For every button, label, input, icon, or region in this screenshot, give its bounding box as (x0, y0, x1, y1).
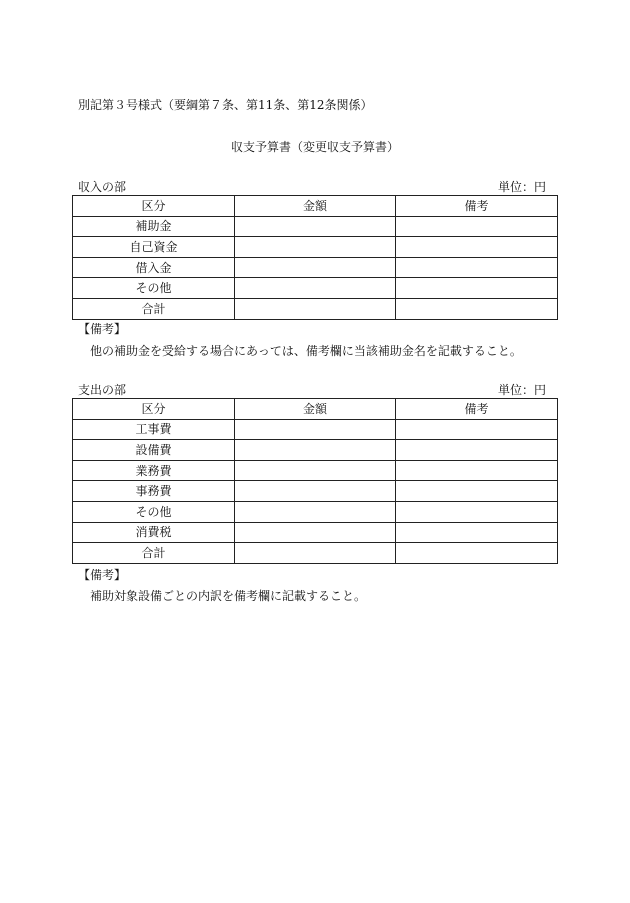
amount-cell[interactable] (235, 440, 396, 461)
remarks-cell[interactable] (396, 298, 558, 319)
row-category: 合計 (73, 543, 235, 564)
remarks-cell[interactable] (396, 278, 558, 299)
column-header-remarks: 備考 (396, 196, 558, 217)
expense-section-label: 支出の部 (78, 383, 127, 397)
row-category: その他 (73, 278, 235, 299)
table-header-row (73, 399, 558, 420)
remarks-cell[interactable] (396, 481, 558, 502)
table-row (73, 501, 558, 522)
amount-cell[interactable] (235, 216, 396, 237)
expense-table (72, 398, 558, 564)
amount-cell[interactable] (235, 481, 396, 502)
remarks-cell[interactable] (396, 522, 558, 543)
table-row (73, 440, 558, 461)
document-title: 収支予算書（変更収支予算書） (230, 140, 399, 154)
table-row (73, 278, 558, 299)
amount-cell[interactable] (235, 278, 396, 299)
expense-unit-label: 単位：円 (497, 383, 546, 397)
expense-note-text: 補助対象設備ごとの内訳を備考欄に記載すること。 (90, 589, 367, 603)
amount-cell[interactable] (235, 460, 396, 481)
row-category: その他 (73, 501, 235, 522)
remarks-cell[interactable] (396, 419, 558, 440)
table-row (73, 216, 558, 237)
table-row (73, 522, 558, 543)
column-header-remarks: 備考 (396, 399, 558, 420)
remarks-cell[interactable] (396, 237, 558, 258)
table-row (73, 481, 558, 502)
expense-note-heading: 【備考】 (78, 568, 127, 582)
column-header-amount: 金額 (235, 399, 396, 420)
remarks-cell[interactable] (396, 543, 558, 564)
table-row (73, 460, 558, 481)
amount-cell[interactable] (235, 298, 396, 319)
table-row-total (73, 298, 558, 319)
amount-cell[interactable] (235, 501, 396, 522)
row-category: 自己資金 (73, 237, 235, 258)
row-category: 借入金 (73, 257, 235, 278)
remarks-cell[interactable] (396, 460, 558, 481)
remarks-cell[interactable] (396, 257, 558, 278)
amount-cell[interactable] (235, 419, 396, 440)
amount-cell[interactable] (235, 237, 396, 258)
table-row (73, 419, 558, 440)
row-category: 業務費 (73, 460, 235, 481)
income-note-text: 他の補助金を受給する場合にあっては、備考欄に当該補助金名を記載すること。 (90, 344, 522, 358)
table-row (73, 257, 558, 278)
row-category: 設備費 (73, 440, 235, 461)
row-category: 消費税 (73, 522, 235, 543)
row-category: 合計 (73, 298, 235, 319)
income-table (72, 195, 558, 320)
column-header-category: 区分 (73, 399, 235, 420)
remarks-cell[interactable] (396, 440, 558, 461)
table-row-total (73, 543, 558, 564)
amount-cell[interactable] (235, 257, 396, 278)
row-category: 事務費 (73, 481, 235, 502)
income-unit-label: 単位：円 (497, 180, 546, 194)
table-row (73, 237, 558, 258)
income-section-label: 収入の部 (78, 180, 127, 194)
amount-cell[interactable] (235, 543, 396, 564)
amount-cell[interactable] (235, 522, 396, 543)
column-header-category: 区分 (73, 196, 235, 217)
row-category: 補助金 (73, 216, 235, 237)
table-header-row (73, 196, 558, 217)
remarks-cell[interactable] (396, 216, 558, 237)
form-number: 別記第３号様式（要綱第７条、第11条、第12条関係） (78, 98, 373, 112)
income-note-heading: 【備考】 (78, 322, 127, 336)
row-category: 工事費 (73, 419, 235, 440)
column-header-amount: 金額 (235, 196, 396, 217)
remarks-cell[interactable] (396, 501, 558, 522)
